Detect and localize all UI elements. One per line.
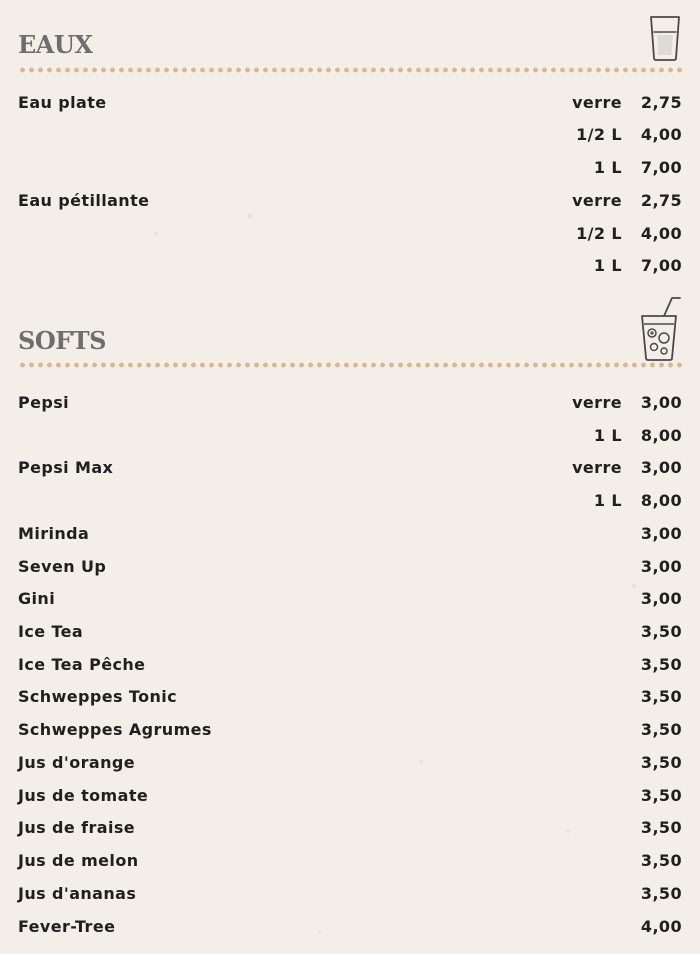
- item-price: 3,00: [640, 524, 682, 543]
- item-price: 4,00: [640, 917, 682, 936]
- item-price: 3,00: [640, 557, 682, 576]
- item-size: 1 L: [593, 426, 622, 445]
- item-price: 3,50: [640, 818, 682, 837]
- menu-item-row: [18, 911, 682, 943]
- item-name: Seven Up: [18, 557, 107, 576]
- item-size: verre: [572, 393, 622, 412]
- water-glass-icon: [648, 14, 682, 66]
- menu-item-row: [18, 780, 682, 812]
- item-price: 2,75: [640, 191, 682, 210]
- item-name: Jus de melon: [18, 851, 139, 870]
- item-name: Jus d'ananas: [18, 884, 137, 903]
- item-size: 1 L: [593, 491, 622, 510]
- item-size: 1 L: [593, 256, 622, 275]
- item-name: Ice Tea: [18, 622, 84, 641]
- menu-item-row: [18, 616, 682, 648]
- item-name: Jus d'orange: [18, 753, 135, 772]
- menu-item-row: [18, 152, 682, 184]
- menu-item-row: [18, 649, 682, 681]
- item-price: 2,75: [640, 93, 682, 112]
- item-size: 1/2 L: [576, 224, 622, 243]
- item-price: 3,00: [640, 589, 682, 608]
- menu-item-row: [18, 878, 682, 910]
- menu-item-row: [18, 250, 682, 282]
- item-name: Jus de fraise: [18, 818, 136, 837]
- item-size: 1 L: [593, 158, 622, 177]
- menu-item-row: [18, 583, 682, 615]
- item-price: 8,00: [640, 491, 682, 510]
- item-price: 4,00: [640, 125, 682, 144]
- item-price: 7,00: [640, 158, 682, 177]
- item-name: Pepsi: [18, 393, 70, 412]
- menu-item-row: [18, 452, 682, 484]
- section-divider: [18, 67, 682, 73]
- item-name: Jus de tomate: [18, 786, 149, 805]
- menu-item-row: [18, 420, 682, 452]
- menu-item-row: [18, 87, 682, 119]
- soda-glass-icon: [638, 296, 682, 366]
- item-price: 3,50: [640, 720, 682, 739]
- item-price: 8,00: [640, 426, 682, 445]
- item-price: 3,50: [640, 622, 682, 641]
- item-name: Pepsi Max: [18, 458, 114, 477]
- item-price: 3,50: [640, 786, 682, 805]
- menu-item-row: [18, 747, 682, 779]
- item-price: 4,00: [640, 224, 682, 243]
- item-price: 3,00: [640, 393, 682, 412]
- item-name: Gini: [18, 589, 56, 608]
- section-divider: [18, 362, 682, 368]
- item-name: Mirinda: [18, 524, 90, 543]
- menu-item-row: [18, 485, 682, 517]
- menu-item-row: [18, 551, 682, 583]
- menu-item-row: [18, 812, 682, 844]
- item-price: 3,50: [640, 851, 682, 870]
- item-price: 3,00: [640, 458, 682, 477]
- item-name: Eau plate: [18, 93, 107, 112]
- item-size: verre: [572, 458, 622, 477]
- item-name: Fever-Tree: [18, 917, 116, 936]
- menu-item-row: [18, 119, 682, 151]
- item-size: verre: [572, 191, 622, 210]
- item-name: Schweppes Agrumes: [18, 720, 212, 739]
- item-name: Ice Tea Pêche: [18, 655, 146, 674]
- menu-item-row: [18, 518, 682, 550]
- item-price: 3,50: [640, 884, 682, 903]
- menu-item-row: [18, 218, 682, 250]
- menu-item-row: [18, 681, 682, 713]
- item-name: Schweppes Tonic: [18, 687, 178, 706]
- item-price: 7,00: [640, 256, 682, 275]
- menu-item-row: [18, 387, 682, 419]
- section-title: EAUX: [18, 30, 93, 59]
- menu-item-row: [18, 185, 682, 217]
- item-price: 3,50: [640, 655, 682, 674]
- item-price: 3,50: [640, 687, 682, 706]
- item-price: 3,50: [640, 753, 682, 772]
- section-title: SOFTS: [18, 326, 106, 355]
- item-size: verre: [572, 93, 622, 112]
- menu-item-row: [18, 845, 682, 877]
- item-name: Eau pétillante: [18, 191, 150, 210]
- item-size: 1/2 L: [576, 125, 622, 144]
- menu-item-row: [18, 714, 682, 746]
